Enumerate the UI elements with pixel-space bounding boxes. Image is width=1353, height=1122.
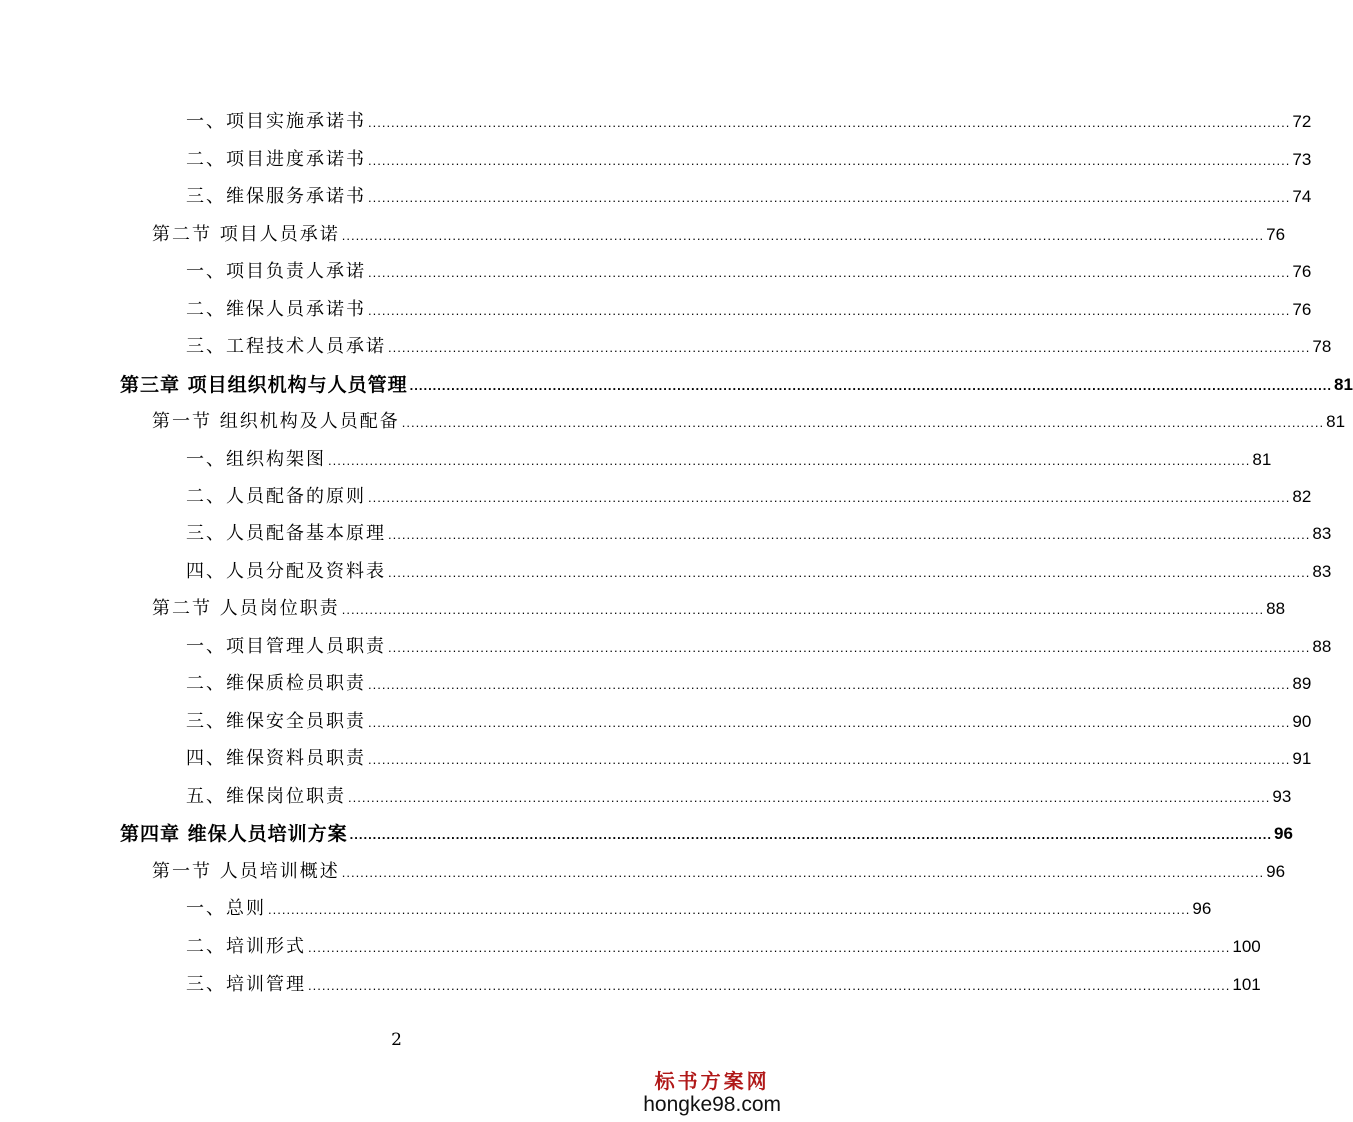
toc-subsection-entry[interactable]	[186, 966, 1261, 996]
watermark-logo	[643, 1065, 781, 1116]
toc-entry-label: 二、培训形式	[186, 936, 306, 957]
toc-dot-leader: ........................................................................................................................................................................................................	[368, 490, 1291, 505]
watermark-title: 标书方案网	[654, 1069, 770, 1093]
toc-entry-page-number: 91	[1292, 749, 1312, 768]
toc-subsection-entry[interactable]	[186, 103, 1312, 133]
toc-entry-page-number: 88	[1312, 637, 1332, 656]
toc-entry-label: 四、人员分配及资料表	[186, 561, 386, 582]
toc-section-entry[interactable]	[152, 216, 1286, 246]
toc-entry-page-number: 72	[1292, 112, 1312, 131]
toc-entry-page-number: 88	[1266, 599, 1286, 618]
toc-dot-leader: ........................................................................................................................................................................................................	[308, 940, 1231, 955]
toc-entry-page-number: 81	[1252, 450, 1272, 469]
toc-entry-page-number: 96	[1192, 899, 1212, 918]
toc-entry-label: 二、人员配备的原则	[186, 486, 366, 507]
toc-entry-label: 二、维保人员承诺书	[186, 299, 366, 320]
toc-section-entry[interactable]	[152, 403, 1346, 433]
toc-subsection-entry[interactable]	[186, 628, 1332, 658]
toc-entry-page-number: 74	[1292, 187, 1312, 206]
toc-entry-label: 第一节 人员培训概述	[152, 861, 340, 882]
toc-entry-page-number: 76	[1266, 225, 1286, 244]
toc-subsection-entry[interactable]	[186, 665, 1312, 695]
toc-entry-label: 二、维保质检员职责	[186, 673, 366, 694]
toc-entry-label: 第三章 项目组织机构与人员管理	[120, 374, 408, 396]
toc-dot-leader: ........................................................................................................................................................................................................	[341, 228, 1265, 243]
toc-dot-leader: ........................................................................................................................................................................................................	[368, 115, 1291, 130]
toc-dot-leader: ........................................................................................................................................................................................................	[388, 527, 1311, 542]
toc-dot-leader: ........................................................................................................................................................................................................	[401, 415, 1325, 430]
toc-entry-label: 三、维保安全员职责	[186, 711, 366, 732]
toc-subsection-entry[interactable]	[186, 703, 1312, 733]
toc-entry-page-number: 101	[1232, 975, 1261, 994]
toc-dot-leader: ........................................................................................................................................................................................................	[368, 153, 1291, 168]
toc-dot-leader: ........................................................................................................................................................................................................	[368, 752, 1291, 767]
toc-subsection-entry[interactable]	[186, 328, 1332, 358]
watermark-url: hongke98.com	[643, 1093, 781, 1116]
toc-subsection-entry[interactable]	[186, 441, 1272, 471]
toc-subsection-entry[interactable]	[186, 253, 1312, 283]
toc-section-entry[interactable]	[152, 853, 1286, 883]
toc-dot-leader: ........................................................................................................................................................................................................	[388, 565, 1311, 580]
toc-dot-leader: ........................................................................................................................................................................................................	[348, 790, 1271, 805]
toc-entry-page-number: 76	[1292, 262, 1312, 281]
toc-entry-label: 第四章 维保人员培训方案	[120, 823, 348, 845]
toc-entry-label: 一、项目管理人员职责	[186, 636, 386, 657]
toc-subsection-entry[interactable]	[186, 141, 1312, 171]
toc-entry-label: 第二节 人员岗位职责	[152, 598, 340, 619]
toc-entry-label: 二、项目进度承诺书	[186, 149, 366, 170]
toc-entry-label: 五、维保岗位职责	[186, 786, 346, 807]
toc-subsection-entry[interactable]	[186, 928, 1261, 958]
toc-entry-label: 第二节 项目人员承诺	[152, 224, 340, 245]
toc-entry-page-number: 100	[1232, 937, 1261, 956]
toc-entry-page-number: 83	[1312, 562, 1332, 581]
toc-entry-label: 一、项目实施承诺书	[186, 111, 366, 132]
toc-dot-leader: ........................................................................................................................................................................................................	[268, 902, 1191, 917]
toc-section-entry[interactable]	[152, 590, 1286, 620]
toc-dot-leader: ........................................................................................................................................................................................................	[341, 602, 1265, 617]
toc-entry-label: 三、维保服务承诺书	[186, 186, 366, 207]
toc-dot-leader: ........................................................................................................................................................................................................	[368, 715, 1291, 730]
toc-entry-page-number: 90	[1292, 712, 1312, 731]
page-number: 2	[391, 1030, 402, 1050]
toc-dot-leader: ........................................................................................................................................................................................................	[368, 303, 1291, 318]
toc-dot-leader: ........................................................................................................................................................................................................	[388, 640, 1311, 655]
toc-subsection-entry[interactable]	[186, 178, 1312, 208]
toc-entry-label: 一、总则	[186, 898, 266, 919]
toc-dot-leader: ........................................................................................................................................................................................................	[388, 340, 1311, 355]
toc-subsection-entry[interactable]	[186, 890, 1212, 920]
toc-dot-leader: ........................................................................................................................................................................................................	[409, 378, 1332, 393]
toc-entry-label: 三、人员配备基本原理	[186, 523, 386, 544]
toc-dot-leader: ........................................................................................................................................................................................................	[328, 453, 1251, 468]
toc-entry-page-number: 81	[1334, 375, 1353, 394]
toc-dot-leader: ........................................................................................................................................................................................................	[368, 677, 1291, 692]
toc-subsection-entry[interactable]	[186, 515, 1332, 545]
toc-subsection-entry[interactable]	[186, 553, 1332, 583]
toc-entry-page-number: 81	[1326, 412, 1346, 431]
toc-entry-page-number: 89	[1292, 674, 1312, 693]
toc-subsection-entry[interactable]	[186, 478, 1312, 508]
toc-entry-label: 一、项目负责人承诺	[186, 261, 366, 282]
toc-dot-leader: ........................................................................................................................................................................................................	[349, 827, 1272, 842]
toc-subsection-entry[interactable]	[186, 778, 1292, 808]
toc-entry-label: 三、培训管理	[186, 974, 306, 995]
toc-subsection-entry[interactable]	[186, 291, 1312, 321]
toc-dot-leader: ........................................................................................................................................................................................................	[308, 978, 1231, 993]
toc-entry-page-number: 93	[1272, 787, 1292, 806]
toc-dot-leader: ........................................................................................................................................................................................................	[368, 265, 1291, 280]
toc-entry-page-number: 73	[1292, 150, 1312, 169]
toc-dot-leader: ........................................................................................................................................................................................................	[368, 190, 1291, 205]
toc-entry-page-number: 76	[1292, 300, 1312, 319]
toc-entry-label: 三、工程技术人员承诺	[186, 336, 386, 357]
toc-entry-label: 四、维保资料员职责	[186, 748, 366, 769]
toc-entry-page-number: 83	[1312, 524, 1332, 543]
toc-entry-page-number: 96	[1274, 824, 1293, 843]
toc-entry-page-number: 96	[1266, 862, 1286, 881]
toc-dot-leader: ........................................................................................................................................................................................................	[341, 865, 1265, 880]
toc-chapter-entry[interactable]	[120, 815, 1293, 845]
toc-subsection-entry[interactable]	[186, 740, 1312, 770]
toc-entry-label: 一、组织构架图	[186, 449, 326, 470]
toc-entry-page-number: 82	[1292, 487, 1312, 506]
toc-chapter-entry[interactable]	[120, 366, 1353, 396]
toc-entry-page-number: 78	[1312, 337, 1332, 356]
toc-entry-label: 第一节 组织机构及人员配备	[152, 411, 400, 432]
